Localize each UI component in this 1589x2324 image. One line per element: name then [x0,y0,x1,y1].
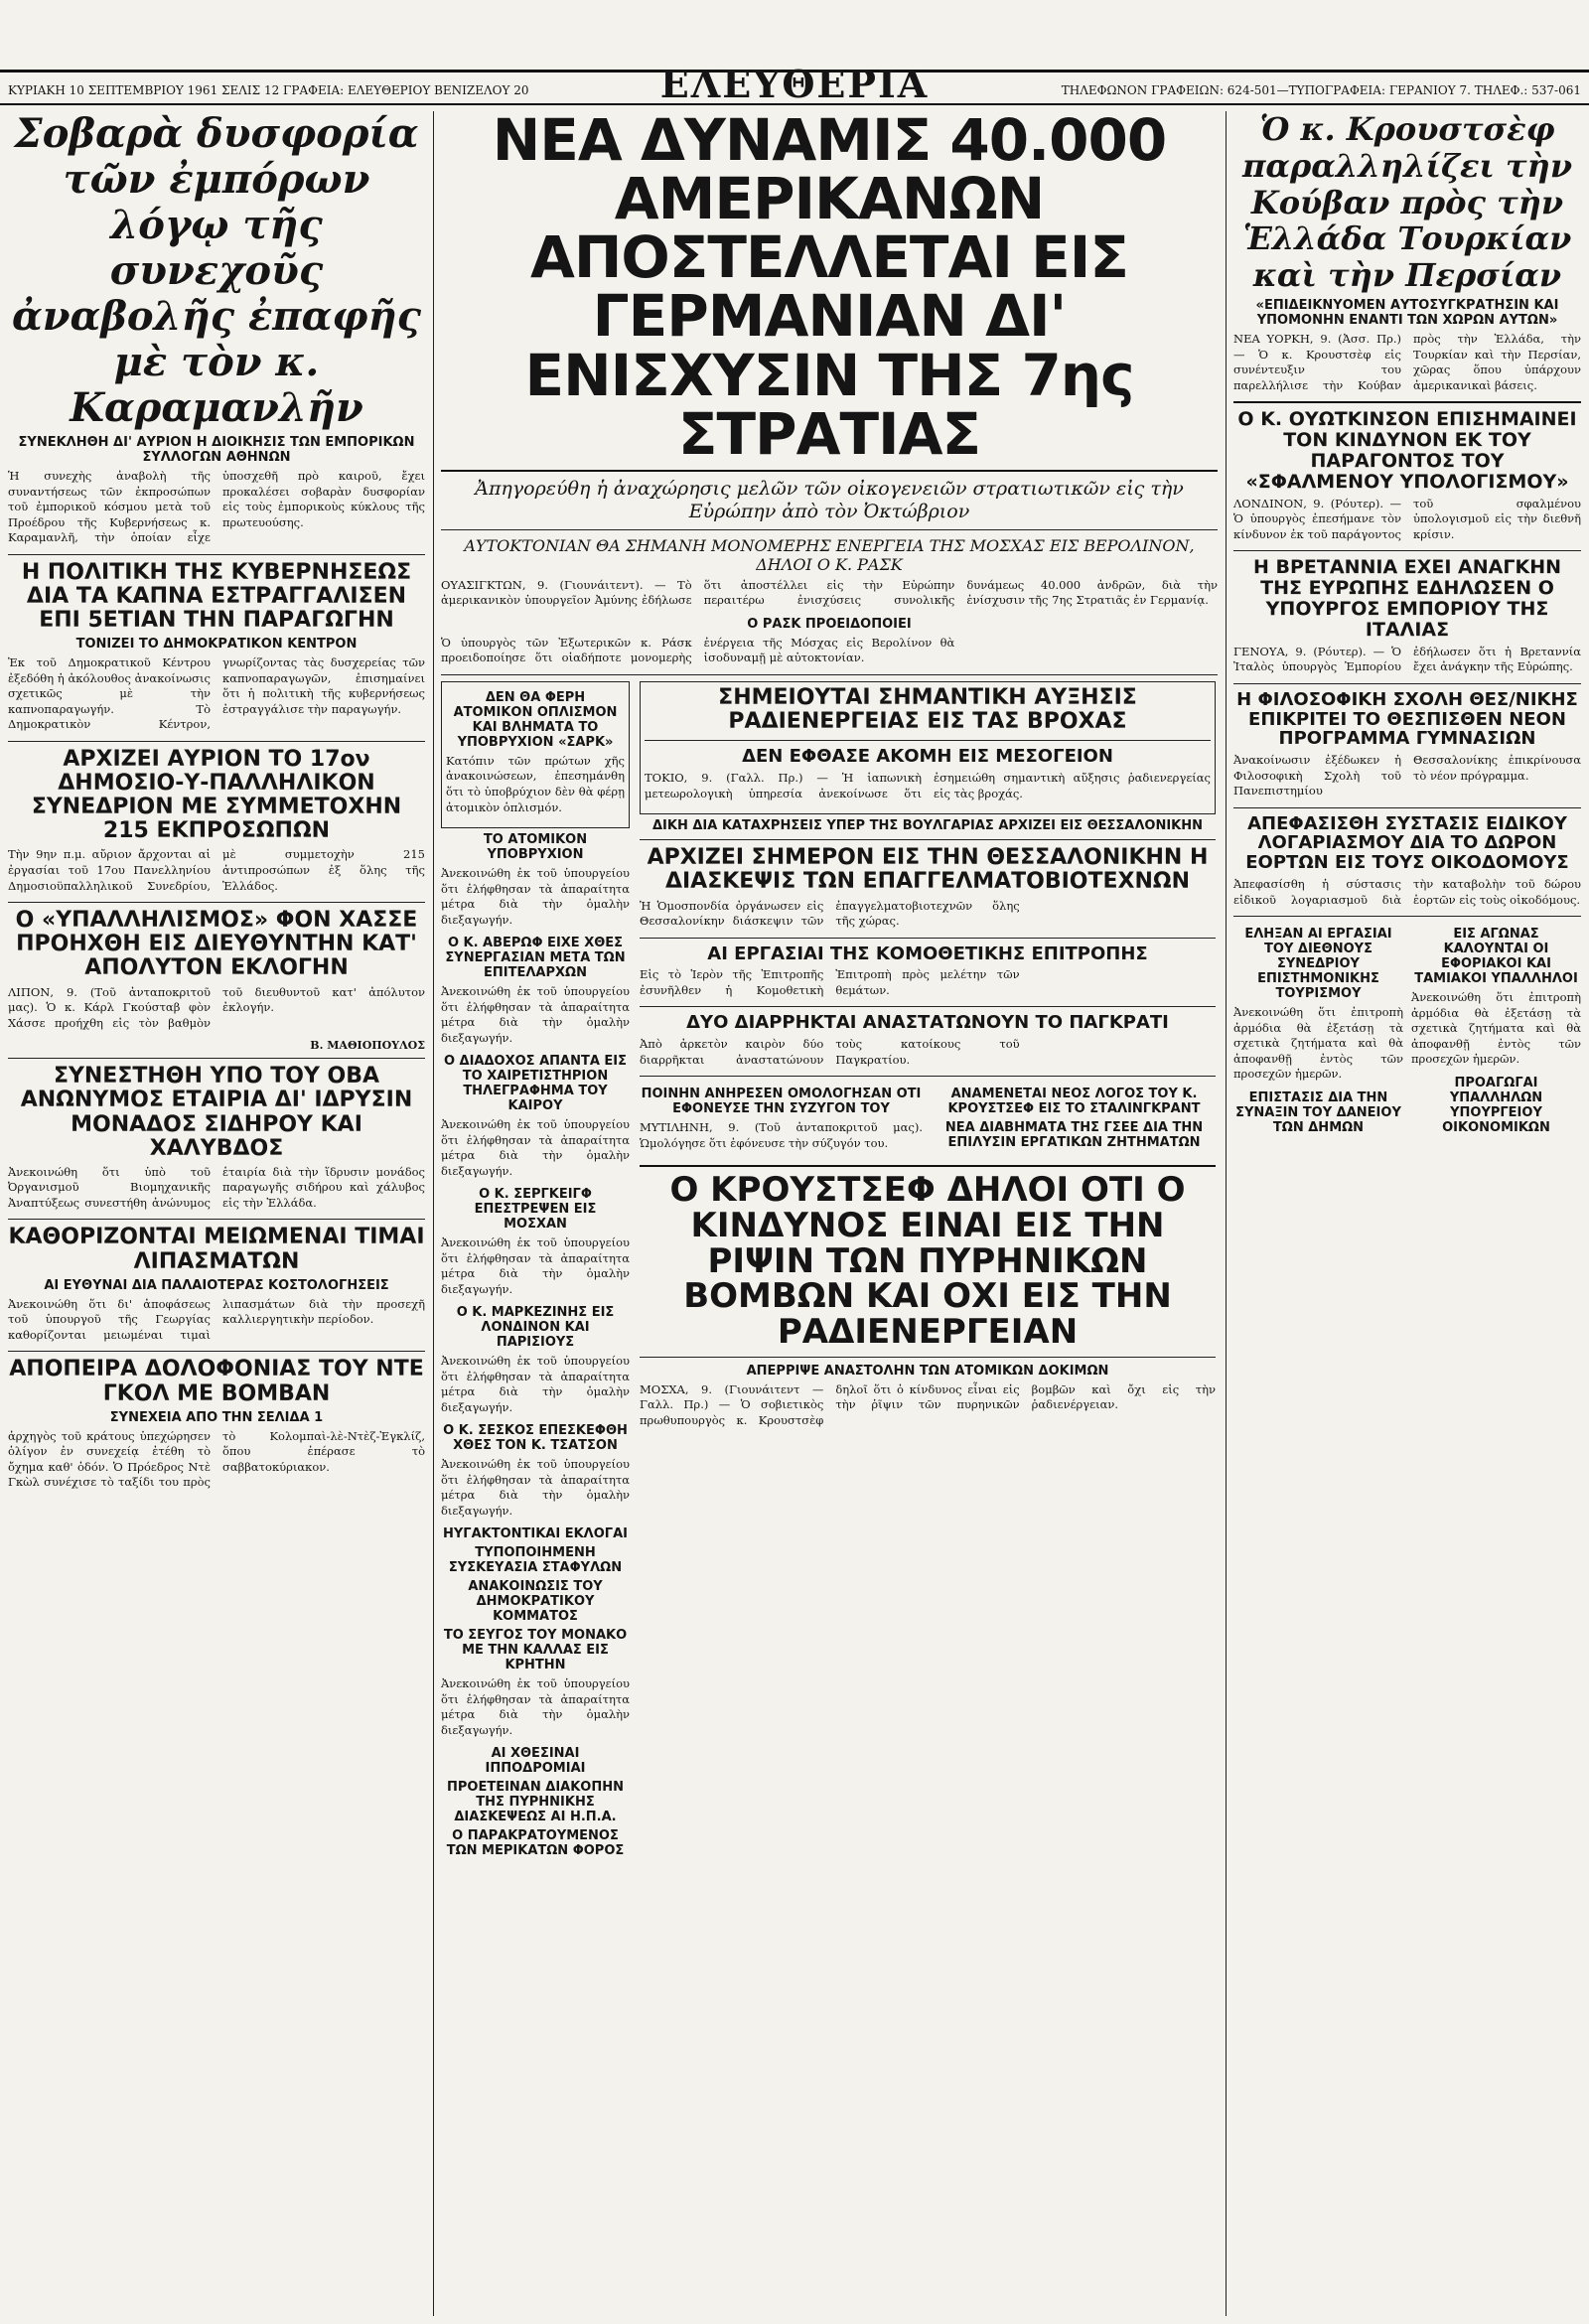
brief-heading: ΠΟΙΝΗΝ ΑΝΗΡΕΣΕΝ ΟΜΟΛΟΓΗΣΑΝ ΟΤΙ ΕΦΟΝΕΥΣΕ ΤΗΝ ΣΥΖΥΓΟΝ ΤΟΥ [641,1087,922,1117]
divider [441,674,1218,675]
divider [640,938,1216,939]
divider [8,741,425,742]
brief-body: Ἀνεκοινώθη ἐκ τοῦ ὑπουργείου ὅτι ἐλήφθησαν τὰ ἀπαραίτητα μέτρα διὰ τὴν ὁμαλὴν διεξαγωγήν. [441,1354,630,1414]
degaulle-article-body: ἀρχηγὸς τοῦ κράτους ὑπεχώρησεν ὁλίγον ἐν συνεχείᾳ ἐτέθη τὸ ὄχημα καθ' ὁδόν. Ὁ Πρόεδρος Ντὲ Γκὼλ συνέχισε τὸ ταξίδι του πρὸς τὸ Κολομπαὶ-λὲ-Ντὲζ-Ἐγκλίζ, ὅπου ἐπέρασε τὸ σαββατοκύριακον. [8,1428,425,1490]
brief-heading: ΤΟ ΑΤΟΜΙΚΟΝ ΥΠΟΒΡΥΧΙΟΝ [483,832,588,863]
brief-body: Ἀνεκοινώθη ἐκ τοῦ ὑπουργείου ὅτι ἐλήφθησαν τὰ ἀπαραίτητα μέτρα διὰ τὴν ὁμαλὴν διεξαγωγήν. [441,984,630,1045]
britain-europe-body: ΓΕΝΟΥΑ, 9. (Ρόυτερ). — Ὁ Ἰταλὸς ὑπουργὸς Ἐμπορίου ἐδήλωσεν ὅτι ἡ Βρεταννία ἔχει ἀνάγκην τῆς Εὐρώπης. [1233,644,1581,674]
thessaloniki-body: Ἡ Ὁμοσπονδία ὀργάνωσεν εἰς Θεσσαλονίκην διάσκεψιν τῶν ἐπαγγελματοβιοτεχνῶν ὅλης τῆς χώρας. [640,898,1020,929]
brief-body: Ἀνεκοινώθη ἐκ τοῦ ὑπουργείου ὅτι ἐλήφθησαν τὰ ἀπαραίτητα μέτρα διὰ τὴν ὁμαλὴν διεξαγωγήν. [441,1117,630,1178]
politics-subheadline: ΤΟΝΙΖΕΙ ΤΟ ΔΗΜΟΚΡΑΤΙΚΟΝ ΚΕΝΤΡΟΝ [75,637,358,653]
holiday-bonus-headline: ΑΠΕΦΑΣΙΣΘΗ ΣΥΣΤΑΣΙΣ ΕΙΔΙΚΟΥ ΛΟΓΑΡΙΑΣΜΟΥ ΔΙΑ ΤΟ ΔΩΡΟΝ ΕΟΡΤΩΝ ΕΙΣ ΤΟΥΣ ΟΙΚΟΔΟΜΟΥΣ [1245,812,1569,874]
moscow-subheadline: ΑΥΤΟΚΤΟΝΙΑΝ ΘΑ ΣΗΜΑΝΗ ΜΟΝΟΜΕΡΗΣ ΕΝΕΡΓΕΙΑ ΤΗΣ ΜΟΣΧΑΣ ΕΙΣ ΒΕΡΟΛΙΝΟΝ, ΔΗΛΟΙ Ο Κ. ΡΑΣΚ [464,535,1195,574]
ipallilismos-article-body: ΛΙΠΟΝ, 9. (Τοῦ ἀνταποκριτοῦ μας). Ὁ κ. Κάρλ Γκούσταβ φὸν Χάσσε προήχθη εἰς τὸν βαθμὸν τοῦ διευθυντοῦ κατ' ἀπόλυτον ἐκλογήν. [8,984,425,1030]
trial-heading: ΔΙΚΗ ΔΙΑ ΚΑΤΑΧΡΗΣΕΙΣ ΥΠΕΡ ΤΗΣ ΒΟΥΛΓΑΡΙΑΣ ΑΡΧΙΖΕΙ ΕΙΣ ΘΕΣΣΑΛΟΝΙΚΗΝ [651,818,1203,834]
oba-headline: ΣΥΝΕΣΤΗΘΗ ΥΠΟ ΤΟΥ ΟΒΑ ΑΝΩΝΥΜΟΣ ΕΤΑΙΡΙΑ ΔΙ' ΙΔΡΥΣΙΝ ΜΟΝΑΔΟΣ ΣΙΔΗΡΟΥ ΚΑΙ ΧΑΛΥΒΔΟΣ [20,1064,413,1161]
pagrati-headline: ΔΥΟ ΔΙΑΡΡΗΚΤΑΙ ΑΝΑΣΤΑΤΩΝΟΥΝ ΤΟ ΠΑΓΚΡΑΤΙ [686,1012,1169,1034]
radiation-rain-box [640,681,1216,814]
article-signature: Β. ΜΑΘΙΟΠΟΥΛΟΣ [310,1039,425,1053]
divider [441,529,1218,530]
lead-subheadline: ΣΥΝΕΚΛΗΘΗ ΔΙ' ΑΥΡΙΟΝ Η ΔΙΟΙΚΗΣΙΣ ΤΩΝ ΕΜΠΟΡΙΚΩΝ ΣΥΛΛΟΓΩΝ ΑΘΗΝΩΝ [18,435,415,465]
brief-heading: ΝΕΑ ΔΙΑΒΗΜΑΤΑ ΤΗΣ ΓΣΕΕ ΔΙΑ ΤΗΝ ΕΠΙΛΥΣΙΝ ΕΡΓΑΤΙΚΩΝ ΖΗΤΗΜΑΤΩΝ [944,1120,1204,1151]
rusk-subheading: Ο ΡΑΣΚ ΠΡΟΕΙΔΟΠΟΙΕΙ [747,616,912,632]
divider [640,1076,1216,1077]
politics-article-body: Ἐκ τοῦ Δημοκρατικοῦ Κέντρου ἐξεδόθη ἡ ἀκόλουθος ἀνακοίνωσις σχετικῶς μὲ τὴν καπνοπαραγωγήν. Τὸ Δημοκρατικὸν Κέντρον, γνωρίζοντας τὰς δυσχερείας τῶν καπνοπαραγωγῶν, ἐπισημαίνει ὅτι ἡ πολιτικὴ τῆς κυβερνήσεως ἐστραγγάλισε τὴν παραγωγήν. [8,655,425,732]
divider [640,1357,1216,1358]
thessaloniki-headline: ΑΡΧΙΖΕΙ ΣΗΜΕΡΟΝ ΕΙΣ ΤΗΝ ΘΕΣΣΑΛΟΝΙΚΗΝ Η ΔΙΑΣΚΕΨΙΣ ΤΩΝ ΕΠΑΓΓΕΛΜΑΤΟΒΙΟΤΕΧΝΩΝ [647,845,1209,895]
brief-heading: Ο Κ. ΣΕΣΚΟΣ ΕΠΕΣΚΕΦΘΗ ΧΘΕΣ ΤΟΝ Κ. ΤΣΑΤΣΟΝ [443,1423,628,1454]
watkinson-headline: Ο Κ. ΟΥΩΤΚΙΝΣΟΝ ΕΠΙΣΗΜΑΙΝΕΙ ΤΟΝ ΚΙΝΔΥΝΟΝ ΕΚ ΤΟΥ ΠΑΡΑΓΟΝΤΟΣ ΤΟΥ «ΣΦΑΛΜΕΝΟΥ ΥΠΟΛΟΓΙΣΜΟΥ» [1237,408,1577,493]
masthead-phone-line: ΤΗΛΕΦΩΝΟΝ ΓΡΑΦΕΙΩΝ: 624-501—ΤΥΠΟΓΡΑΦΕΙΑ: ΓΕΡΑΝΙΟΥ 7. ΤΗΛΕΦ.: 537-061 [1061,83,1581,97]
fertilizer-prices-subheadline: ΑΙ ΕΥΘΥΝΑΙ ΔΙΑ ΠΑΛΑΙΟΤΕΡΑΣ ΚΟΣΤΟΛΟΓΗΣΕΙΣ [44,1277,389,1293]
center-right-subcolumn [640,681,1216,1861]
divider [8,1219,425,1220]
divider [1233,916,1581,917]
fertilizer-prices-headline: ΚΑΘΟΡΙΖΟΝΤΑΙ ΜΕΙΩΜΕΝΑΙ ΤΙΜΑΙ ΛΙΠΑΣΜΑΤΩΝ [8,1225,425,1274]
brief-heading: Ο Κ. ΑΒΕΡΩΦ ΕΙΧΕ ΧΘΕΣ ΣΥΝΕΡΓΑΣΙΑΝ ΜΕΤΑ ΤΩΝ ΕΠΙΤΕΛΑΡΧΩΝ [445,936,626,981]
brief-block [933,1083,1216,1159]
divider [645,740,1211,741]
divider [441,470,1218,472]
komothetiki-headline: ΑΙ ΕΡΓΑΣΙΑΙ ΤΗΣ ΚΟΜΟΘΕΤΙΚΗΣ ΕΠΙΤΡΟΠΗΣ [707,943,1148,964]
brief-heading: Ο ΠΑΡΑΚΡΑΤΟΥΜΕΝΟΣ ΤΩΝ ΜΕΡΙΚΑΤΩΝ ΦΟΡΟΣ [446,1828,625,1859]
radiation-rain-body: ΤΟΚΙΟ, 9. (Γαλλ. Πρ.) — Ἡ ἰαπωνικὴ μετεωρολογικὴ ὑπηρεσία ἀνεκοίνωσε ὅτι ἐσημειώθη σημαντικὴ αὔξησις ῥαδιενεργείας εἰς τὰς βροχάς. [645,771,1211,800]
column-rule [1226,111,1227,2316]
khrushchev-bombs-subheadline: ΑΠΕΡΡΙΨΕ ΑΝΑΣΤΟΛΗΝ ΤΩΝ ΑΤΟΜΙΚΩΝ ΔΟΚΙΜΩΝ [746,1363,1109,1379]
khrushchev-cuba-subheadline: «ΕΠΙΔΕΙΚΝΥΟΜΕΝ ΑΥΤΟΣΥΓΚΡΑΤΗΣΙΝ ΚΑΙ ΥΠΟΜΟΝΗΝ ΕΝΑΝΤΙ ΤΩΝ ΧΩΡΩΝ ΑΥΤΩΝ» [1255,297,1559,328]
main-subheadline: Ἀπηγορεύθη ἡ ἀναχώρησις μελῶν τῶν οἰκογενειῶν στρατιωτικῶν εἰς τὴν Εὐρώπην ἀπὸ τὸν Ὀκτώβριον [475,477,1184,522]
holiday-bonus-body: Ἀπεφασίσθη ἡ σύστασις εἰδικοῦ λογαριασμοῦ διὰ τὴν καταβολὴν τοῦ δώρου ἑορτῶν εἰς τοὺς οἰκοδόμους. [1233,877,1581,907]
radiation-rain-subheadline: ΔΕΝ ΕΦΘΑΣΕ ΑΚΟΜΗ ΕΙΣ ΜΕΣΟΓΕΙΟΝ [742,746,1113,768]
brief-body: Ἀνεκοινώθη ἐκ τοῦ ὑπουργείου ὅτι ἐλήφθησαν τὰ ἀπαραίτητα μέτρα διὰ τὴν ὁμαλὴν διεξαγωγήν. [441,866,630,927]
britain-europe-headline: Η ΒΡΕΤΑΝΝΙΑ ΕΧΕΙ ΑΝΑΓΚΗΝ ΤΗΣ ΕΥΡΩΠΗΣ ΕΔΗΛΩΣΕΝ Ο ΥΠΟΥΡΓΟΣ ΕΜΠΟΡΙΟΥ ΤΗΣ ΙΤΑΛΙΑΣ [1253,556,1561,641]
khrushchev-cuba-body: ΝΕΑ ΥΟΡΚΗ, 9. (Ἀσσ. Πρ.) — Ὁ κ. Κρουστσὲφ εἰς συνέντευξιν του παρελλήλισε τὴν Κούβαν πρὸς τὴν Ἑλλάδα, τὴν Τουρκίαν καὶ τὴν Περσίαν, χῶρας ὅπου ὑπάρχουν ἀμερικανικαὶ βάσεις. [1233,331,1581,392]
main-article-body: ΟΥΑΣΙΓΚΤΩΝ, 9. (Γιουνάιτεντ). — Τὸ ἀμερικανικὸν ὑπουργεῖον Ἀμύνης ἐδήλωσε ὅτι ἀποστέλλει εἰς τὴν Εὐρώπην περαιτέρω ἐνισχύσεις συνολικῆς δυνάμεως 40.000 ἀνδρῶν, διὰ τὴν ἐνίσχυσιν τῆς 7ης Στρατιᾶς ἐν Γερμανίᾳ. [441,577,1218,608]
brief-body: Ἀνεκοινώθη ἐκ τοῦ ὑπουργείου ὅτι ἐλήφθησαν τὰ ἀπαραίτητα μέτρα διὰ τὴν ὁμαλὴν διεξαγωγήν. [441,1676,630,1737]
fertilizer-prices-article-body: Ἀνεκοινώθη ὅτι δι' ἀποφάσεως τοῦ ὑπουργοῦ τῆς Γεωργίας καθορίζονται μειωμέναι τιμαὶ λιπασμάτων διὰ τὴν προσεχῆ καλλιεργητικὴν περίοδον. [8,1296,425,1342]
philosophy-school-body: Ἀνακοίνωσιν ἐξέδωκεν ἡ Φιλοσοφικὴ Σχολὴ τοῦ Πανεπιστημίου Θεσσαλονίκης ἐπικρίνουσα τὸ νέον πρόγραμμα. [1233,753,1581,799]
brief-heading: ΠΡΟΕΤΕΙΝΑΝ ΔΙΑΚΟΠΗΝ ΤΗΣ ΠΥΡΗΝΙΚΗΣ ΔΙΑΣΚΕΨΕΩΣ ΑΙ Η.Π.Α. [447,1780,624,1825]
watkinson-body: ΛΟΝΔΙΝΟΝ, 9. (Ρόυτερ). — Ὁ ὑπουργὸς ἐπεσήμανε τὸν κίνδυνον ἐκ τοῦ παράγοντος τοῦ σφαλμένου ὑπολογισμοῦ εἰς τὴν διεθνῆ κρίσιν. [1233,496,1581,541]
oba-article-body: Ἀνεκοινώθη ὅτι ὑπὸ τοῦ Ὀργανισμοῦ Βιομηχανικῆς Ἀναπτύξεως συνεστήθη ἀνώνυμος ἑταιρία διὰ τὴν ἵδρυσιν μονάδος παραγωγῆς σιδήρου καὶ χάλυβος εἰς τὴν Ἑλλάδα. [8,1164,425,1210]
brief-block [640,1083,923,1159]
brief-body: Ἀνεκοινώθη ἐκ τοῦ ὑπουργείου ὅτι ἐλήφθησαν τὰ ἀπαραίτητα μέτρα διὰ τὴν ὁμαλὴν διεξαγωγήν. [441,1235,630,1296]
brief-block [1411,923,1581,1137]
congress-headline: ΑΡΧΙΖΕΙ ΑΥΡΙΟΝ ΤΟ 17ον ΔΗΜΟΣΙΟ-Υ-ΠΑΛΛΗΛΙΚΟΝ ΣΥΝΕΔΡΙΟΝ ΜΕ ΣΥΜΜΕΤΟΧΗΝ 215 ΕΚΠΡΟΣΩΠΩΝ [31,746,402,844]
divider [1233,401,1581,403]
congress-article-body: Τὴν 9ην π.μ. αὔριον ἄρχονται αἱ ἐργασίαι τοῦ 17ου Πανελληνίου Δημοσιοϋπαλληλικοῦ Συνεδρίου, μὲ συμμετοχὴν 215 ἀντιπροσώπων ἐξ ὅλης τῆς Ἑλλάδος. [8,847,425,893]
politics-headline: Η ΠΟΛΙΤΙΚΗ ΤΗΣ ΚΥΒΕΡΝΗΣΕΩΣ ΔΙΑ ΤΑ ΚΑΠΝΑ ΕΣΤΡΑΓΓΑΛΙΣΕΝ ΕΠΙ 5ΕΤΙΑΝ ΤΗΝ ΠΑΡΑΓΩΓΗΝ [21,559,412,633]
komothetiki-body: Εἰς τὸ Ἱερὸν τῆς Ἐπιτροπῆς ἐσυνῆλθεν ἡ Κομοθετικὴ Ἐπιτροπὴ πρὸς μελέτην τῶν θεμάτων. [640,967,1020,997]
brief-heading: Ο Κ. ΣΕΡΓΚΕΙΓΦ ΕΠΕΣΤΡΕΨΕΝ ΕΙΣ ΜΟΣΧΑΝ [474,1187,597,1233]
brief-body: Ἀνεκοινώθη ἐκ τοῦ ὑπουργείου ὅτι ἐλήφθησαν τὰ ἀπαραίτητα μέτρα διὰ τὴν ὁμαλὴν διεξαγωγήν. [441,1457,630,1518]
brief-body: ΜΥΤΙΛΗΝΗ, 9. (Τοῦ ἀνταποκριτοῦ μας). Ὡμολόγησε ὅτι ἐφόνευσε τὴν σύζυγόν του. [640,1120,923,1150]
right-briefs-row [1233,923,1581,1137]
khrushchev-cuba-headline: Ὁ κ. Κρουστσὲφ παραλληλίζει τὴν Κούβαν πρὸς τὴν Ἑλλάδα Τουρκίαν καὶ τὴν Περσίαν [1241,110,1573,295]
divider [8,554,425,555]
right-column [1233,111,1581,1137]
divider [1233,550,1581,551]
brief-heading: ΕΠΙΣΤΑΣΙΣ ΔΙΑ ΤΗΝ ΣΥΝΑΞΙΝ ΤΟΥ ΔΑΝΕΙΟΥ ΤΩΝ ΔΗΜΩΝ [1235,1089,1401,1135]
main-headline-american-forces: ΝΕΑ ΔΥΝΑΜΙΣ 40.000 ΑΜΕΡΙΚΑΝΩΝ ΑΠΟΣΤΕΛΛΕΤΑΙ ΕΙΣ ΓΕΡΜΑΝΙΑΝ ΔΙ' ΕΝΙΣΧΥΣΙΝ ΤΗΣ 7ης ΣΤΡΑΤΙΑΣ [492,106,1167,468]
khrushchev-bombs-headline: Ο ΚΡΟΥΣΤΣΕΦ ΔΗΛΟΙ ΟΤΙ Ο ΚΙΝΔΥΝΟΣ ΕΙΝΑΙ ΕΙΣ ΤΗΝ ΡΙΨΙΝ ΤΩΝ ΠΥΡΗΝΙΚΩΝ ΒΟΜΒΩΝ ΚΑΙ ΟΧΙ ΕΙΣ ΤΗΝ ΡΑΔΙΕΝΕΡΓΕΙΑΝ [669,1170,1186,1353]
divider [640,1165,1216,1167]
divider [640,1006,1216,1007]
ipallilismos-headline: Ο «ΥΠΑΛΛΗΛΙΣΜΟΣ» ΦΟΝ ΧΑΣΣΕ ΠΡΟΗΧΘΗ ΕΙΣ ΔΙΕΥΘΥΝΤΗΝ ΚΑΤ' ΑΠΟΛΥΤΟΝ ΕΚΛΟΓΗΝ [15,908,418,981]
divider [8,902,425,903]
brief-heading: ΑΝΑΜΕΝΕΤΑΙ ΝΕΟΣ ΛΟΓΟΣ ΤΟΥ Κ. ΚΡΟΥΣΤΣΕΦ ΕΙΣ ΤΟ ΣΤΑΛΙΝΓΚΡΑΝΤ [947,1087,1201,1117]
lead-headline-merchants: Σοβαρὰ δυσφορία τῶν ἐμπόρων λόγῳ τῆς συνεχοῦς ἀναβολῆς ἐπαφῆς μὲ τὸν κ. Καραμανλῆν [12,110,421,431]
center-lower-block [441,681,1218,1861]
brief-heading-atomic: ΔΕΝ ΘΑ ΦΕΡΗ ΑΤΟΜΙΚΟΝ ΟΠΛΙΣΜΟΝ ΚΑΙ ΒΛΗΜΑΤΑ ΤΟ ΥΠΟΒΡΥΧΙΟΝ «ΣΑΡΚ» [453,689,618,750]
brief-box [441,681,630,828]
pagrati-body: Ἀπὸ ἀρκετὸν καιρὸν δύο διαρρῆκται ἀναστατώνουν τοὺς κατοίκους τοῦ Παγκρατίου. [640,1037,1020,1067]
small-briefs-row [640,1083,1216,1159]
brief-heading: ΕΙΣ ΑΓΩΝΑΣ ΚΑΛΟΥΝΤΑΙ ΟΙ ΕΦΟΡΙΑΚΟΙ ΚΑΙ ΤΑΜΙΑΚΟΙ ΥΠΑΛΛΗΛΟΙ [1414,927,1578,987]
divider [1233,683,1581,684]
masthead-rule [0,103,1589,105]
brief-heading: ΤΥΠΟΠΟΙΗΜΕΝΗ ΣΥΣΚΕΥΑΣΙΑ ΣΤΑΦΥΛΩΝ [448,1545,623,1576]
newspaper-title: ΕΛΕΥΘΕΡΙΑ [659,62,930,106]
center-column [441,106,1218,1860]
brief-heading: Ο ΔΙΑΔΟΧΟΣ ΑΠΑΝΤΑ ΕΙΣ ΤΟ ΧΑΙΡΕΤΙΣΤΗΡΙΟΝ ΤΗΛΕΓΡΑΦΗΜΑ ΤΟΥ ΚΑΙΡΟΥ [443,1054,628,1114]
left-column [8,111,425,1499]
brief-heading: ΑΝΑΚΟΙΝΩΣΙΣ ΤΟΥ ΔΗΜΟΚΡΑΤΙΚΟΥ ΚΟΜΜΑΤΟΣ [468,1579,603,1625]
masthead-date-line: ΚΥΡΙΑΚΗ 10 ΣΕΠΤΕΜΒΡΙΟΥ 1961 ΣΕΛΙΣ 12 ΓΡΑΦΕΙΑ: ΕΛΕΥΘΕΡΙΟΥ ΒΕΝΙΖΕΛΟΥ 20 [8,83,529,97]
brief-heading: ΤΟ ΣΕΥΓΟΣ ΤΟΥ ΜΟΝΑΚΟ ΜΕ ΤΗΝ ΚΑΛΛΑΣ ΕΙΣ ΚΡΗΤΗΝ [443,1628,628,1673]
degaulle-headline: ΑΠΟΠΕΙΡΑ ΔΟΛΟΦΟΝΙΑΣ ΤΟΥ ΝΤΕ ΓΚΟΛ ΜΕ ΒΟΜΒΑΝ [9,1357,424,1406]
lead-article-body: Ἡ συνεχὴς ἀναβολὴ τῆς συναντήσεως τῶν ἐκπροσώπων τοῦ ἐμπορικοῦ κόσμου μετὰ τοῦ Προέδρου τῆς Κυβερνήσεως κ. Καραμανλῆ, τὴν ὁποίαν εἶχε ὑποσχεθῆ πρὸ καιροῦ, ἔχει προκαλέσει σοβαρὰν δυσφορίαν εἰς τοὺς ἐμπορικοὺς κύκλους τῆς πρωτευούσης. [8,469,425,545]
khrushchev-bombs-body: ΜΟΣΧΑ, 9. (Γιουνάιτεντ — Γαλλ. Πρ.) — Ὁ σοβιετικὸς πρωθυπουργὸς κ. Κρουστσὲφ δηλοῖ ὅτι ὁ κίνδυνος εἶναι εἰς τὴν ῥῖψιν τῶν πυρηνικῶν βομβῶν καὶ ὄχι εἰς τὴν ῥαδιενέργειαν. [640,1381,1216,1427]
brief-heading: ΠΡΟΑΓΩΓΑΙ ΥΠΑΛΛΗΛΩΝ ΥΠΟΥΡΓΕΙΟΥ ΟΙΚΟΝΟΜΙΚΩΝ [1442,1075,1550,1135]
brief-body: Ἀνεκοινώθη ὅτι ἐπιτροπὴ ἀρμόδια θὰ ἐξετάσῃ τὰ σχετικὰ ζητήματα καὶ θὰ ἀποφανθῇ ἐντὸς τῶν προσεχῶν ἡμερῶν. [1233,1005,1403,1082]
divider [8,1058,425,1059]
divider [1233,807,1581,808]
philosophy-school-headline: Η ΦΙΛΟΣΟΦΙΚΗ ΣΧΟΛΗ ΘΕΣ/ΝΙΚΗΣ ΕΠΙΚΡΙΤΕΙ ΤΟ ΘΕΣΠΙΣΘΕΝ ΝΕΟΝ ΠΡΟΓΡΑΜΜΑ ΓΥΜΝΑΣΙΩΝ [1236,688,1578,750]
brief-heading: ΑΙ ΧΘΕΣΙΝΑΙ ΙΠΠΟΔΡΟΜΙΑΙ [485,1746,586,1777]
brief-block [1233,923,1403,1137]
rusk-article-body: Ὁ ὑπουργὸς τῶν Ἐξωτερικῶν κ. Ράσκ προειδοποίησε ὅτι οἱαδήποτε μονομερὴς ἐνέργεια τῆς Μόσχας εἰς Βερολίνον θὰ ἰσοδυναμῇ μὲ αὐτοκτονίαν. [441,635,955,665]
continued-from-page-label: ΣΥΝΕΧΕΙΑ ΑΠΟ ΤΗΝ ΣΕΛΙΔΑ 1 [109,1409,324,1425]
divider [640,839,1216,840]
column-rule [433,111,434,2316]
divider [8,1351,425,1352]
brief-heading: Ο Κ. ΜΑΡΚΕΖΙΝΗΣ ΕΙΣ ΛΟΝΔΙΝΟΝ ΚΑΙ ΠΑΡΙΣΙΟΥΣ [456,1305,615,1351]
brief-heading: ΗΥΓΑΚΤΟΝΤΙΚΑΙ ΕΚΛΟΓΑΙ [443,1526,628,1542]
brief-heading: ΕΛΗΞΑΝ ΑΙ ΕΡΓΑΣΙΑΙ ΤΟΥ ΔΙΕΘΝΟΥΣ ΣΥΝΕΔΡΙΟΥ ΕΠΙΣΤΗΜΟΝΙΚΗΣ ΤΟΥΡΙΣΜΟΥ [1244,927,1392,1002]
brief-body: Ἀνεκοινώθη ὅτι ἐπιτροπὴ ἀρμόδια θὰ ἐξετάσῃ τὰ σχετικὰ ζητήματα καὶ θὰ ἀποφανθῇ ἐντὸς τῶν προσεχῶν ἡμερῶν. [1411,990,1581,1067]
brief-body: Κατόπιν τῶν πρώτων χῆς ἀνακοινώσεων, ἐπεσημάνθη ὅτι τὸ ὑποβρύχιον δὲν θὰ φέρῃ ἀτομικὸν ὁπλισμόν. [446,753,625,814]
briefs-column [441,681,630,1861]
radiation-rain-headline: ΣΗΜΕΙΟΥΤΑΙ ΣΗΜΑΝΤΙΚΗ ΑΥΞΗΣΙΣ ΡΑΔΙΕΝΕΡΓΕΙΑΣ ΕΙΣ ΤΑΣ ΒΡΟΧΑΣ [718,684,1137,735]
